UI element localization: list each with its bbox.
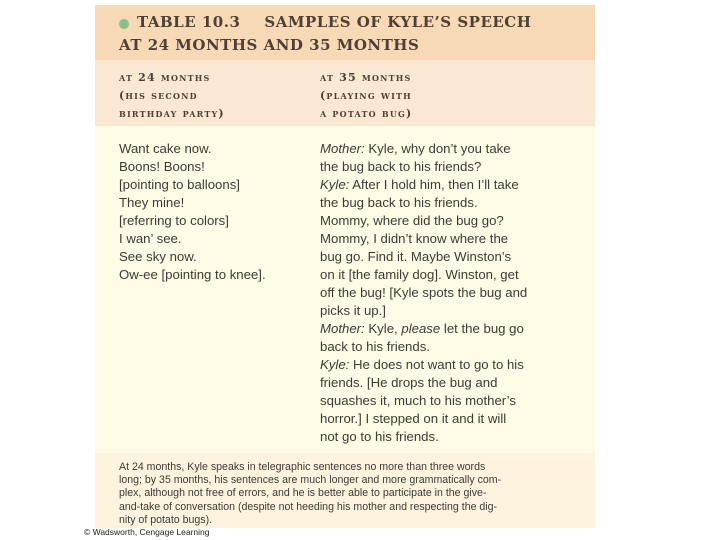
table-title: [95, 5, 595, 60]
dialogue-line: [320, 428, 582, 446]
dialogue-text: picks it up.]: [320, 303, 386, 318]
caption-line: and-take of conversation (despite not heeding his mother and respecting the dig-: [119, 500, 498, 513]
dialogue-text: squashes it, much to his mother’s: [320, 393, 516, 408]
dialogue-text: the bug back to his friends.: [320, 195, 478, 210]
dialogue-text: bug go. Find it. Maybe Winston’s: [320, 249, 512, 264]
dialogue-text: back to his friends.: [320, 339, 430, 354]
dialogue-line: [320, 392, 582, 410]
dialogue-line: [320, 410, 582, 428]
emphasis-text: please: [401, 321, 441, 336]
column-headers: [95, 60, 595, 126]
dialogue-line: [320, 212, 582, 230]
dialogue-line: [320, 320, 582, 338]
bullet-dot-icon: [119, 19, 129, 29]
caption-line: long; by 35 months, his sentences are much longer and more grammatically com-: [119, 474, 502, 487]
dialogue-line: [320, 356, 582, 374]
dialogue-text: Mommy, I didn’t know where the: [320, 231, 509, 246]
dialogue-line: [320, 284, 582, 302]
speech-line: They mine!: [119, 195, 185, 210]
caption-line: nity of potato bugs).: [119, 513, 213, 526]
dialogue-line: [320, 266, 582, 284]
header-24-months: at 24 months (his second birthday party): [119, 71, 225, 120]
table-body: [95, 126, 595, 453]
dialogue-text: horror.] I stepped on it and it will: [320, 411, 507, 426]
copyright-notice: © Wadsworth, Cengage Learning: [84, 527, 210, 537]
dialogue-line: [320, 176, 582, 194]
caption-line: At 24 months, Kyle speaks in telegraphic sentences no more than three words: [119, 461, 486, 473]
dialogue-line: [320, 338, 582, 356]
speech-line: See sky now.: [119, 249, 197, 264]
dialogue-text: off the bug! [Kyle spots the bug and: [320, 285, 528, 300]
dialogue-text: Mommy, where did the bug go?: [320, 213, 504, 228]
speaker-label: Kyle:: [320, 177, 350, 192]
dialogue-text: He does not want to go to his: [349, 357, 524, 372]
dialogue-text: After I hold him, then I’ll take: [349, 177, 519, 192]
dialogue-text: not go to his friends.: [320, 429, 439, 444]
table-label: SAMPLES OF KYLE’S SPEECH: [264, 13, 532, 31]
speech-line: Want cake now.: [119, 141, 212, 156]
speech-line: [pointing to balloons]: [119, 177, 240, 192]
speech-line: Boons! Boons!: [119, 159, 205, 174]
table-number: TABLE 10.3: [137, 13, 241, 31]
title-line-2: AT 24 MONTHS AND 35 MONTHS: [119, 36, 420, 54]
dialogue-line: [320, 230, 582, 248]
table-card: [95, 5, 595, 528]
speech-24-months: [119, 140, 314, 284]
dialogue-text: Kyle,: [364, 321, 402, 336]
speaker-label: Mother:: [320, 141, 365, 156]
dialogue-line: [320, 302, 582, 320]
speech-line: I wan’ see.: [119, 231, 182, 246]
header-35-months: at 35 months (playing with a potato bug): [320, 71, 413, 120]
caption-line: plex, although not free of errors, and he is better able to participate in the give-: [119, 487, 487, 500]
dialogue-text: friends. [He drops the bug and: [320, 375, 498, 390]
dialogue-line: [320, 140, 582, 158]
dialogue-line: [320, 158, 582, 176]
speech-line: Ow-ee [pointing to knee].: [119, 267, 266, 282]
speaker-label: Mother:: [320, 321, 365, 336]
dialogue-line: [320, 194, 582, 212]
dialogue-text: on it [the family dog]. Winston, get: [320, 267, 519, 282]
dialogue-text: Kyle, why don’t you take: [364, 141, 511, 156]
dialogue-text: the bug back to his friends?: [320, 159, 482, 174]
table-caption: [95, 453, 595, 528]
speech-35-months: [320, 140, 582, 446]
speech-line: [referring to colors]: [119, 213, 229, 228]
dialogue-text: let the bug go: [440, 321, 524, 336]
dialogue-line: [320, 374, 582, 392]
title-line-1: [137, 13, 531, 31]
speaker-label: Kyle:: [320, 357, 350, 372]
dialogue-line: [320, 248, 582, 266]
